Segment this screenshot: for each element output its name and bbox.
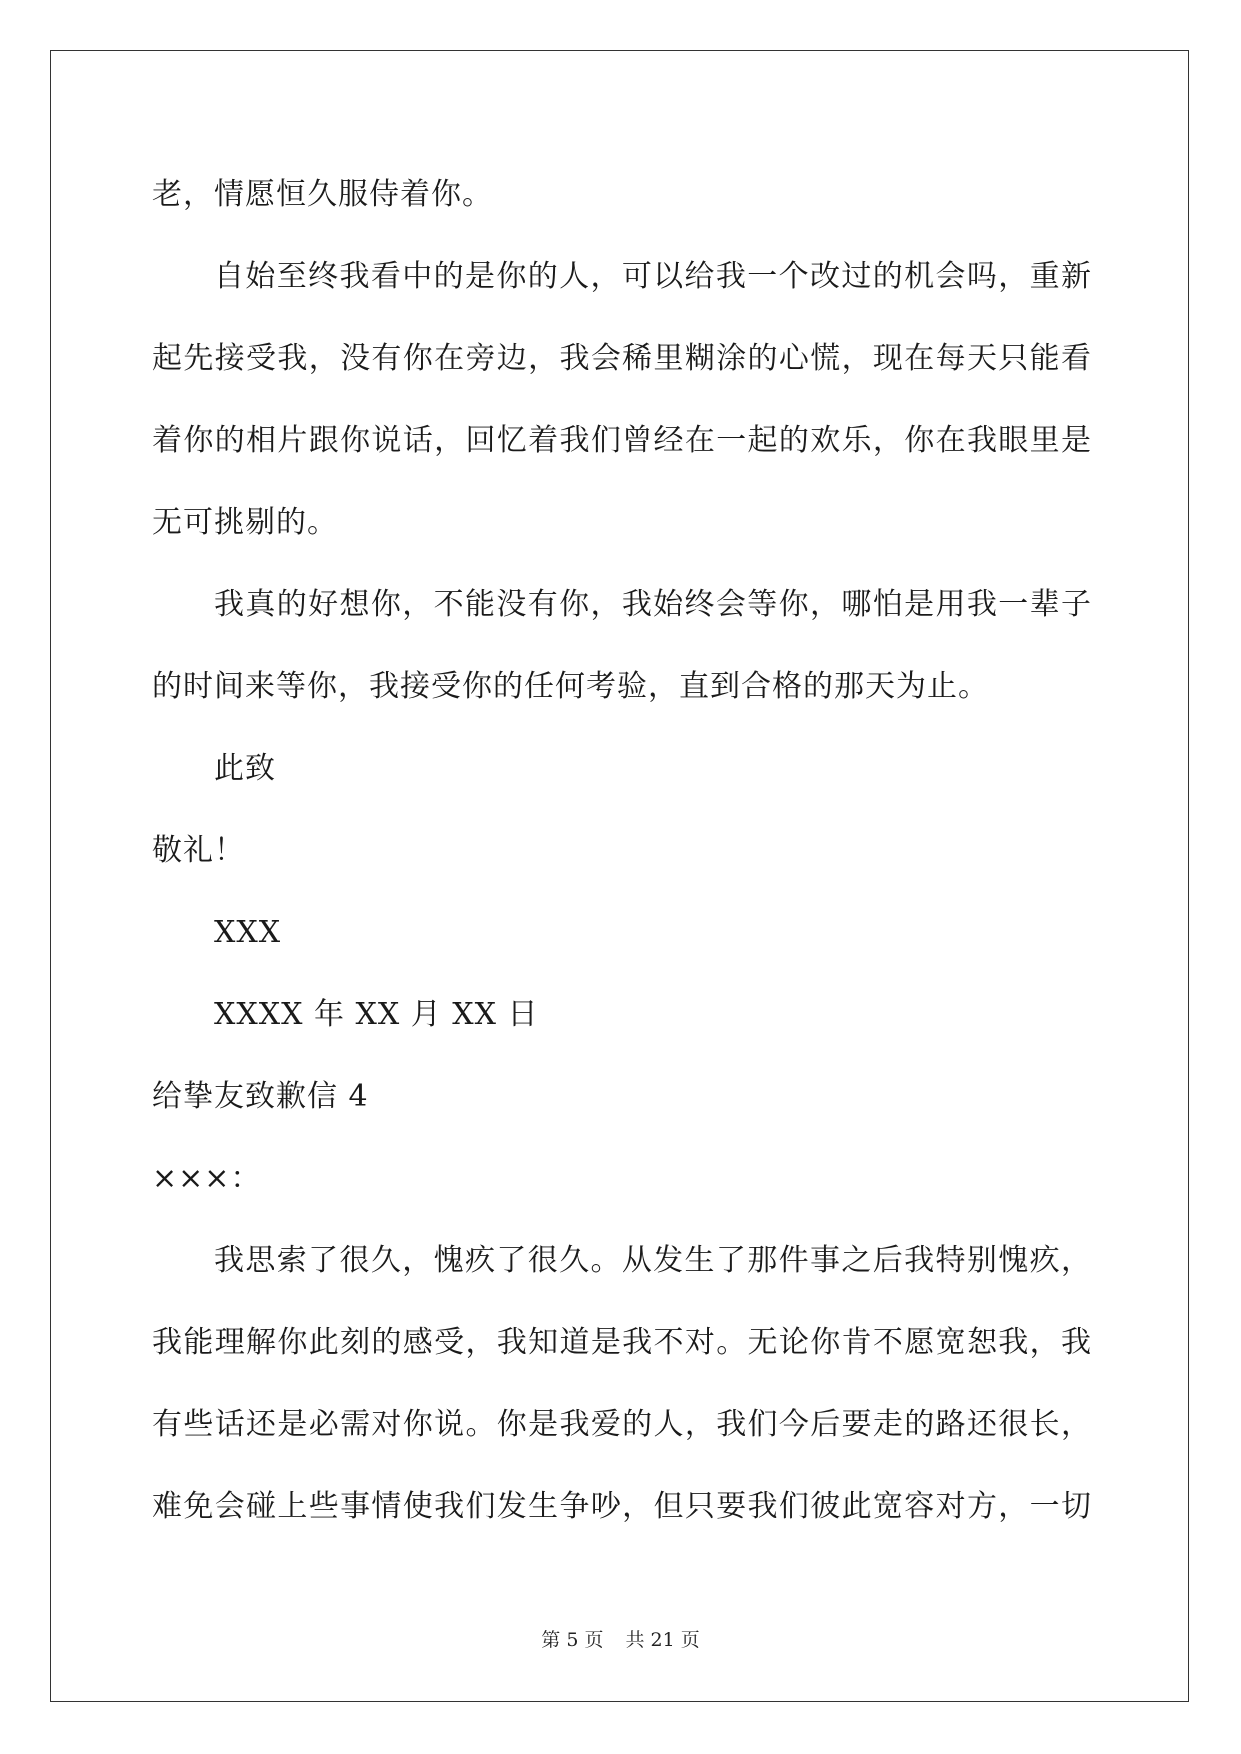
page-footer [0,1626,1241,1654]
document-body [152,166,1092,1560]
text-line: 的时间来等你，我接受你的任何考验，直到合格的那天为止。 [152,669,989,704]
addressee-line: ×××： [152,1161,262,1196]
paragraph-start-line: 我思索了很久，愧疚了很久。从发生了那件事之后我特别愧疚， [214,1243,1092,1278]
text-line: 着你的相片跟你说话，回忆着我们曾经在一起的欢乐，你在我眼里是 [152,423,1092,458]
paragraph-start-line: 我真的好想你，不能没有你，我始终会等你，哪怕是用我一辈子 [214,587,1092,622]
text-line: 有些话还是必需对你说。你是我爱的人，我们今后要走的路还很长， [152,1407,1092,1442]
closing-line: 此致 [214,751,276,786]
section-title: 给挚友致歉信 4 [152,1079,369,1114]
signature-line: XXX [214,915,282,950]
text-line: 难免会碰上些事情使我们发生争吵，但只要我们彼此宽容对方，一切 [152,1489,1092,1524]
page-total: 共 21 页 [625,1629,700,1651]
text-line: 起先接受我，没有你在旁边，我会稀里糊涂的心慌，现在每天只能看 [152,341,1092,376]
text-line: 老，情愿恒久服侍着你。 [152,177,493,212]
salutation-line: 敬礼！ [152,833,245,868]
page-number: 第 5 页 [541,1629,604,1651]
paragraph-start-line: 自始至终我看中的是你的人，可以给我一个改过的机会吗，重新 [214,259,1092,294]
date-line: XXXX 年 XX 月 XX 日 [214,997,539,1032]
text-line: 无可挑剔的。 [152,505,338,540]
text-line: 我能理解你此刻的感受，我知道是我不对。无论你肯不愿宽恕我，我 [152,1325,1092,1360]
